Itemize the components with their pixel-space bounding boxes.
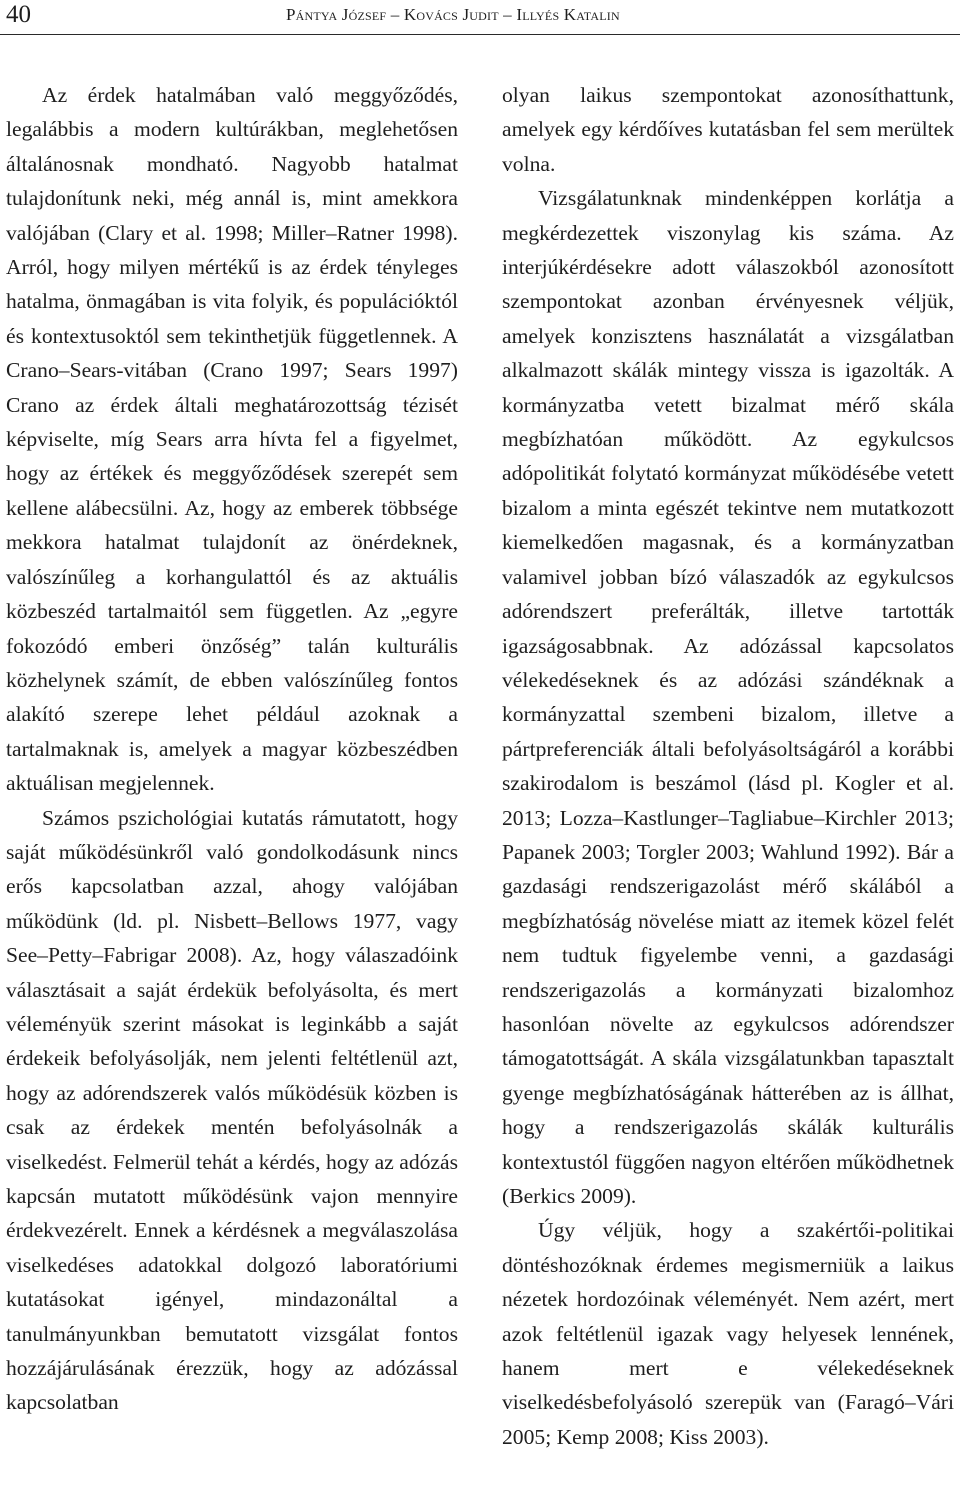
left-column: [6, 78, 458, 1420]
paragraph: Úgy véljük, hogy a szakértői-politikai döntéshozóknak érdemes megismerniük a laikus nézetek hordozóinak véleményét. Nem azért, mert azok feltétlenül igazak vagy helyesek lennének, hanem mert e vélekedéseknek viselkedésbefolyásoló szerepük van (Faragó–Vári 2005; Kemp 2008; Kiss 2003).: [502, 1218, 954, 1449]
paragraph: Az érdek hatalmában való meggyőződés, legalábbis a modern kultúrákban, meglehetősen általánosnak mondható. Nagyobb hatalmat tulajdonítunk neki, még annál is, mint amekkora valójában (Clary et al. 1998; Miller–Ratner 1998). Arról, hogy milyen mértékű is az érdek tényleges hatalma, önmagában is vita folyik, és populációktól és kontextusoktól sem tekinthetjük függetlennek. A Crano–Sears-vitában (Crano 1997; Sears 1997) Crano az érdek általi meghatározottság tézisét képviselte, míg Sears arra hívta fel a figyelmet, hogy az értékek és meggyőződések szerepét sem kellene alábecsülni. Az, hogy az emberek többsége mekkora hatalmat tulajdonít az önérdeknek, valószínűleg a korhangulattól és az aktuális közbeszéd tartalmaitól sem független. Az „egyre fokozódó emberi önzőség” talán kulturális közhelynek számít, de ebben valószínűleg fontos alakító szerepe lehet például azoknak a tartalmaknak is, amelyek a magyar közbeszédben aktuálisan megjelennek.: [6, 83, 458, 796]
right-column: [502, 78, 954, 1454]
paragraph: Számos pszichológiai kutatás rámutatott, hogy saját működésünkről való gondolkodásunk nincs erős kapcsolatban azzal, ahogy valójában működünk (ld. pl. Nisbett–Bellows 1977, vagy See–Petty–Fabrigar 2008). Az, hogy válaszadóink választásait a saját érdekük befolyásolta, és mert véleményük szerint másokat is leginkább a saját érdekeik befolyásolják, nem jelenti feltétlenül azt, hogy az adórendszerek valós működésük közben is csak az érdekek mentén befolyásolnák a viselkedést. Felmerül tehát a kérdés, hogy az adózás kapcsán mutatott működésünk vajon mennyire érdekvezérelt. Ennek a kérdésnek a megválaszolása viselkedéses adatokkal dolgozó laboratóriumi kutatásokat igényel, mindazonáltal a tanulmányunkban bemutatott vizsgálat fontos hozzájárulásának érezzük, hogy az adózással kapcsolatban: [6, 805, 458, 1415]
paragraph: Vizsgálatunknak mindenképpen korlátja a megkérdezettek viszonylag kis száma. Az interjúkérdésekre adott válaszokból azonosított szempontokat azonban érvényesnek véljük, amelyek konzisztens használatát a vizsgálatban alkalmazott skálák mintegy vissza is igazolták. A kormányzatba vetett bizalmat mérő skála megbízhatóan működött. Az egykulcsos adópolitikát folytató kormányzat működésébe vetett bizalom a minta egészét tekintve nem mutatkozott kiemelkedően magasnak, és a kormányzatban valamivel jobban bízó válaszadók az egykulcsos adórendszert preferálták, illetve tartották igazságosabbnak. Az adózással kapcsolatos vélekedéseknek és az adózási szándéknak a kormányzattal szembeni bizalom, illetve a pártpreferenciák általi befolyásoltságáról a korábbi szakirodalom is beszámol (lásd pl. Kogler et al. 2013; Lozza–Kastlunger–Tagliabue–Kirchler 2013; Papanek 2003; Torgler 2003; Wahlund 1992). Bár a gazdasági rendszerigazolást mérő skálából a megbízhatóság növelése miatt az itemek közel felét nem tudtuk figyelembe venni, a gazdasági rendszerigazolás a kormányzati bizalomhoz hasonlóan növelte az egykulcsos adórendszer támogatottságát. A skála vizsgálatunkban tapasztalt gyenge megbízhatóságának hátterében az is állhat, hogy a rendszerigazolás skálák kulturális kontextustól függően nagyon eltérően működhetnek (Berkics 2009).: [502, 186, 954, 1208]
page-number: 40: [6, 1, 31, 28]
page-header: [0, 0, 960, 34]
paragraph-continued: olyan laikus szempontokat azonosíthattunk, amelyek egy kérdőíves kutatásban fel sem merültek volna.: [502, 83, 954, 176]
running-head-authors: Pántya József – Kovács Judit – Illyés Katalin: [286, 5, 620, 24]
header-rule: [0, 34, 960, 35]
